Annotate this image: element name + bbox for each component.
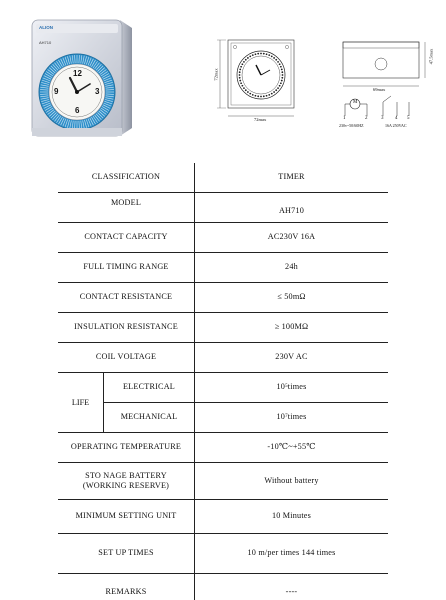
life-electrical-label: ELECTRICAL [122, 382, 176, 392]
table-row-contact-capacity [58, 223, 388, 253]
full-timing-range-label: FULL TIMING RANGE [58, 253, 195, 282]
side-height-dim: 47.5max [428, 48, 434, 65]
mechanical-base: 10 [276, 412, 286, 422]
table-row-life [58, 373, 388, 433]
table-row-classification [58, 163, 388, 193]
product-photo [28, 10, 138, 140]
motor-symbol-label: M [353, 100, 358, 105]
set-up-times-label: SET UP TIMES [58, 534, 195, 573]
dial-number-9: 9 [54, 87, 59, 96]
table-row-model [58, 193, 388, 223]
electrical-unit: times [287, 382, 307, 392]
electrical-exp: 5 [285, 384, 288, 390]
contact-resistance-label: CONTACT RESISTANCE [58, 283, 195, 312]
rating-left: 230v~50/60HZ [339, 123, 364, 128]
insulation-resistance-value: ≥ 100MΩ [274, 322, 309, 332]
life-label-group [58, 373, 195, 432]
model-label: MODEL [58, 193, 195, 222]
brand-label: ALION [39, 25, 53, 30]
spec-table [58, 163, 388, 600]
electrical-base: 10 [276, 382, 286, 392]
side-width-dim: 69max [373, 87, 386, 92]
coil-voltage-value: 230V AC [275, 352, 308, 362]
table-row-coil-voltage [58, 343, 388, 373]
storage-battery-label-line1: STO NAGE BATTERY [85, 470, 167, 480]
remarks-value: ---- [285, 586, 298, 596]
dial-number-3: 3 [95, 87, 100, 96]
coil-voltage-label: COIL VOLTAGE [58, 343, 195, 372]
operating-temperature-value: -10℃~+55℃ [267, 442, 316, 452]
full-timing-range-value: 24h [285, 262, 298, 272]
minimum-setting-unit-value: 10 Minutes [271, 511, 312, 521]
operating-temperature-label: OPERATING TEMPERATURE [58, 433, 195, 462]
table-row-remarks [58, 574, 388, 600]
table-row-contact-resistance [58, 283, 388, 313]
set-up-times-value: 10 m/per times 144 times [247, 548, 336, 558]
life-mechanical-label: MECHANICAL [104, 402, 194, 432]
terminal-4: 4 [395, 116, 398, 121]
contact-capacity-value: AC230V 16A [267, 232, 316, 242]
dial-number-12: 12 [73, 69, 82, 78]
rating-right: 16A 250VAC [385, 123, 407, 128]
terminal-3: 3 [381, 116, 384, 121]
terminal-5: 5 [407, 116, 410, 121]
remarks-label: REMARKS [58, 574, 195, 600]
terminal-2: 2 [365, 116, 368, 121]
terminal-1: 1 [343, 116, 346, 121]
table-row-set-up-times [58, 534, 388, 574]
table-row-minimum-setting-unit [58, 500, 388, 534]
mechanical-unit: times [287, 412, 307, 422]
life-electrical-value [195, 373, 388, 402]
table-row-insulation-resistance [58, 313, 388, 343]
side-view-drawing [335, 30, 435, 140]
contact-resistance-value: ≤ 50mΩ [277, 292, 306, 302]
minimum-setting-unit-label: MINIMUM SETTING UNIT [58, 500, 195, 533]
storage-battery-value: Without battery [264, 475, 319, 485]
insulation-resistance-label: INSULATION RESISTANCE [58, 313, 195, 342]
classification-value: TIMER [278, 172, 305, 182]
classification-label: CLASSIFICATION [58, 163, 195, 192]
model-badge: AH710 [39, 40, 52, 45]
table-row-storage-battery [58, 463, 388, 500]
storage-battery-label [58, 463, 195, 499]
table-row-operating-temperature [58, 433, 388, 463]
mechanical-exp: 7 [285, 414, 288, 420]
life-mechanical-value [195, 402, 388, 432]
front-view-drawing [212, 30, 322, 130]
contact-capacity-label: CONTACT CAPACITY [58, 223, 195, 252]
storage-battery-label-line2: (WORKING RESERVE) [82, 481, 170, 490]
front-width-dim: 72max [254, 117, 267, 122]
table-row-full-timing-range [58, 253, 388, 283]
front-height-dim: 72max [213, 68, 219, 81]
life-label: LIFE [58, 373, 104, 432]
model-value: AH710 [278, 205, 305, 215]
dial-number-6: 6 [75, 106, 80, 115]
